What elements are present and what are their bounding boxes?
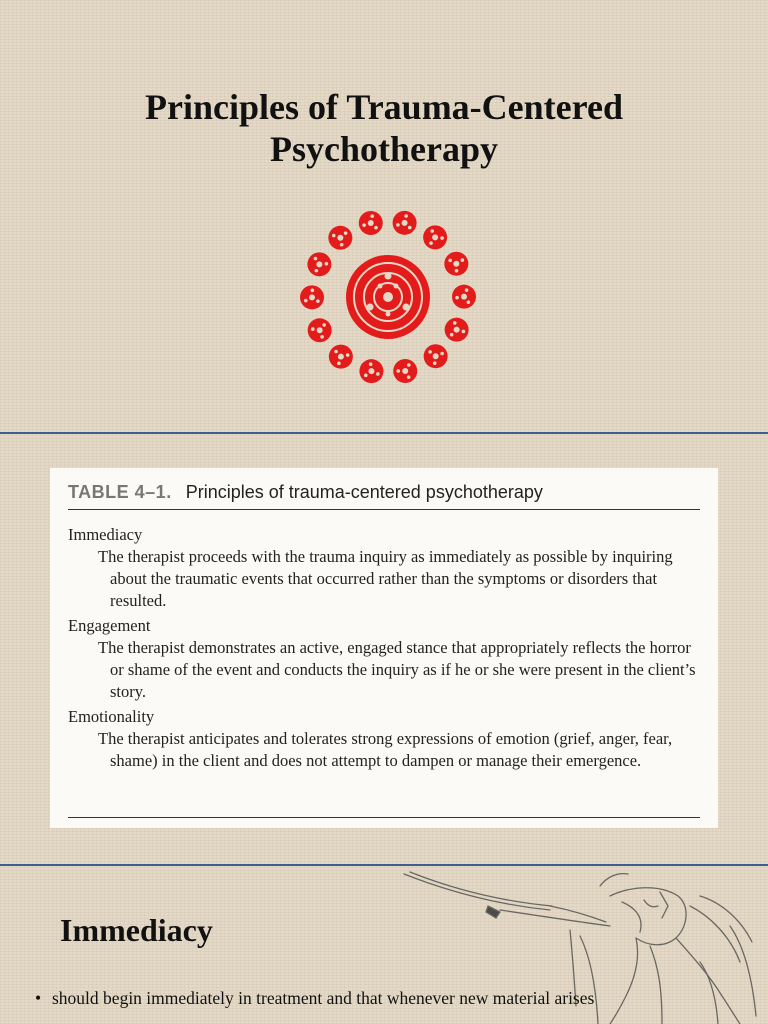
emblem-small-icon	[359, 359, 383, 383]
emblem-small-icon	[393, 211, 417, 235]
table-title: Principles of trauma-centered psychotherapy	[185, 482, 543, 502]
emblem-small-icon	[359, 211, 383, 235]
table-row-description: The therapist anticipates and tolerates strong expressions of emotion (grief, anger, fear, shame) in the client and does not attempt to dampen or manage their emergence.	[98, 729, 673, 770]
section-heading: Immediacy	[60, 912, 213, 948]
emblem-small-icon	[328, 226, 352, 250]
bullet-text: should begin immediately in treatment and that whenever new material arises	[52, 988, 595, 1008]
table-row-category: Engagement	[68, 616, 151, 635]
emblem-small-icon	[307, 252, 331, 276]
table-header	[68, 482, 700, 510]
table-row-category: Immediacy	[68, 525, 143, 544]
bullet-symbol: •	[35, 988, 42, 1008]
emblem-small-icon	[423, 225, 447, 249]
emblem-small-icon	[452, 285, 476, 309]
table-row-description: The therapist demonstrates an active, engaged stance that appropriately reflects the horror or shame of the event and conducts the inquiry as if he or she were present in the client’s story.	[98, 638, 696, 701]
emblem-small-icon	[393, 359, 417, 383]
title-slide	[0, 0, 768, 432]
emblem-small-icon	[308, 318, 332, 342]
bullet-item	[36, 988, 626, 1008]
table-body	[68, 522, 700, 775]
emblem-small-icon	[424, 344, 448, 368]
table-slide	[0, 434, 768, 864]
emblem-small-icon	[444, 252, 468, 276]
immediacy-slide	[0, 866, 768, 1024]
emblem-small-icon	[300, 285, 324, 309]
red-tomoe-emblem-circle-icon	[286, 196, 490, 396]
table-card	[50, 468, 718, 828]
table-bottom-rule	[68, 817, 700, 818]
table-number: TABLE 4–1.	[68, 482, 172, 502]
table-row-description: The therapist proceeds with the trauma inquiry as immediately as possible by inquiring about the traumatic events that occurred rather than the symptoms or disorders that resulted.	[98, 547, 673, 610]
slide-title-line-2: Psychotherapy	[270, 129, 498, 169]
slide-title	[0, 86, 768, 170]
slide-title-line-1: Principles of Trauma-Centered	[145, 87, 623, 127]
emblem-small-icon	[445, 318, 469, 342]
table-row-category: Emotionality	[68, 707, 155, 726]
emblem-small-icon	[329, 345, 353, 369]
